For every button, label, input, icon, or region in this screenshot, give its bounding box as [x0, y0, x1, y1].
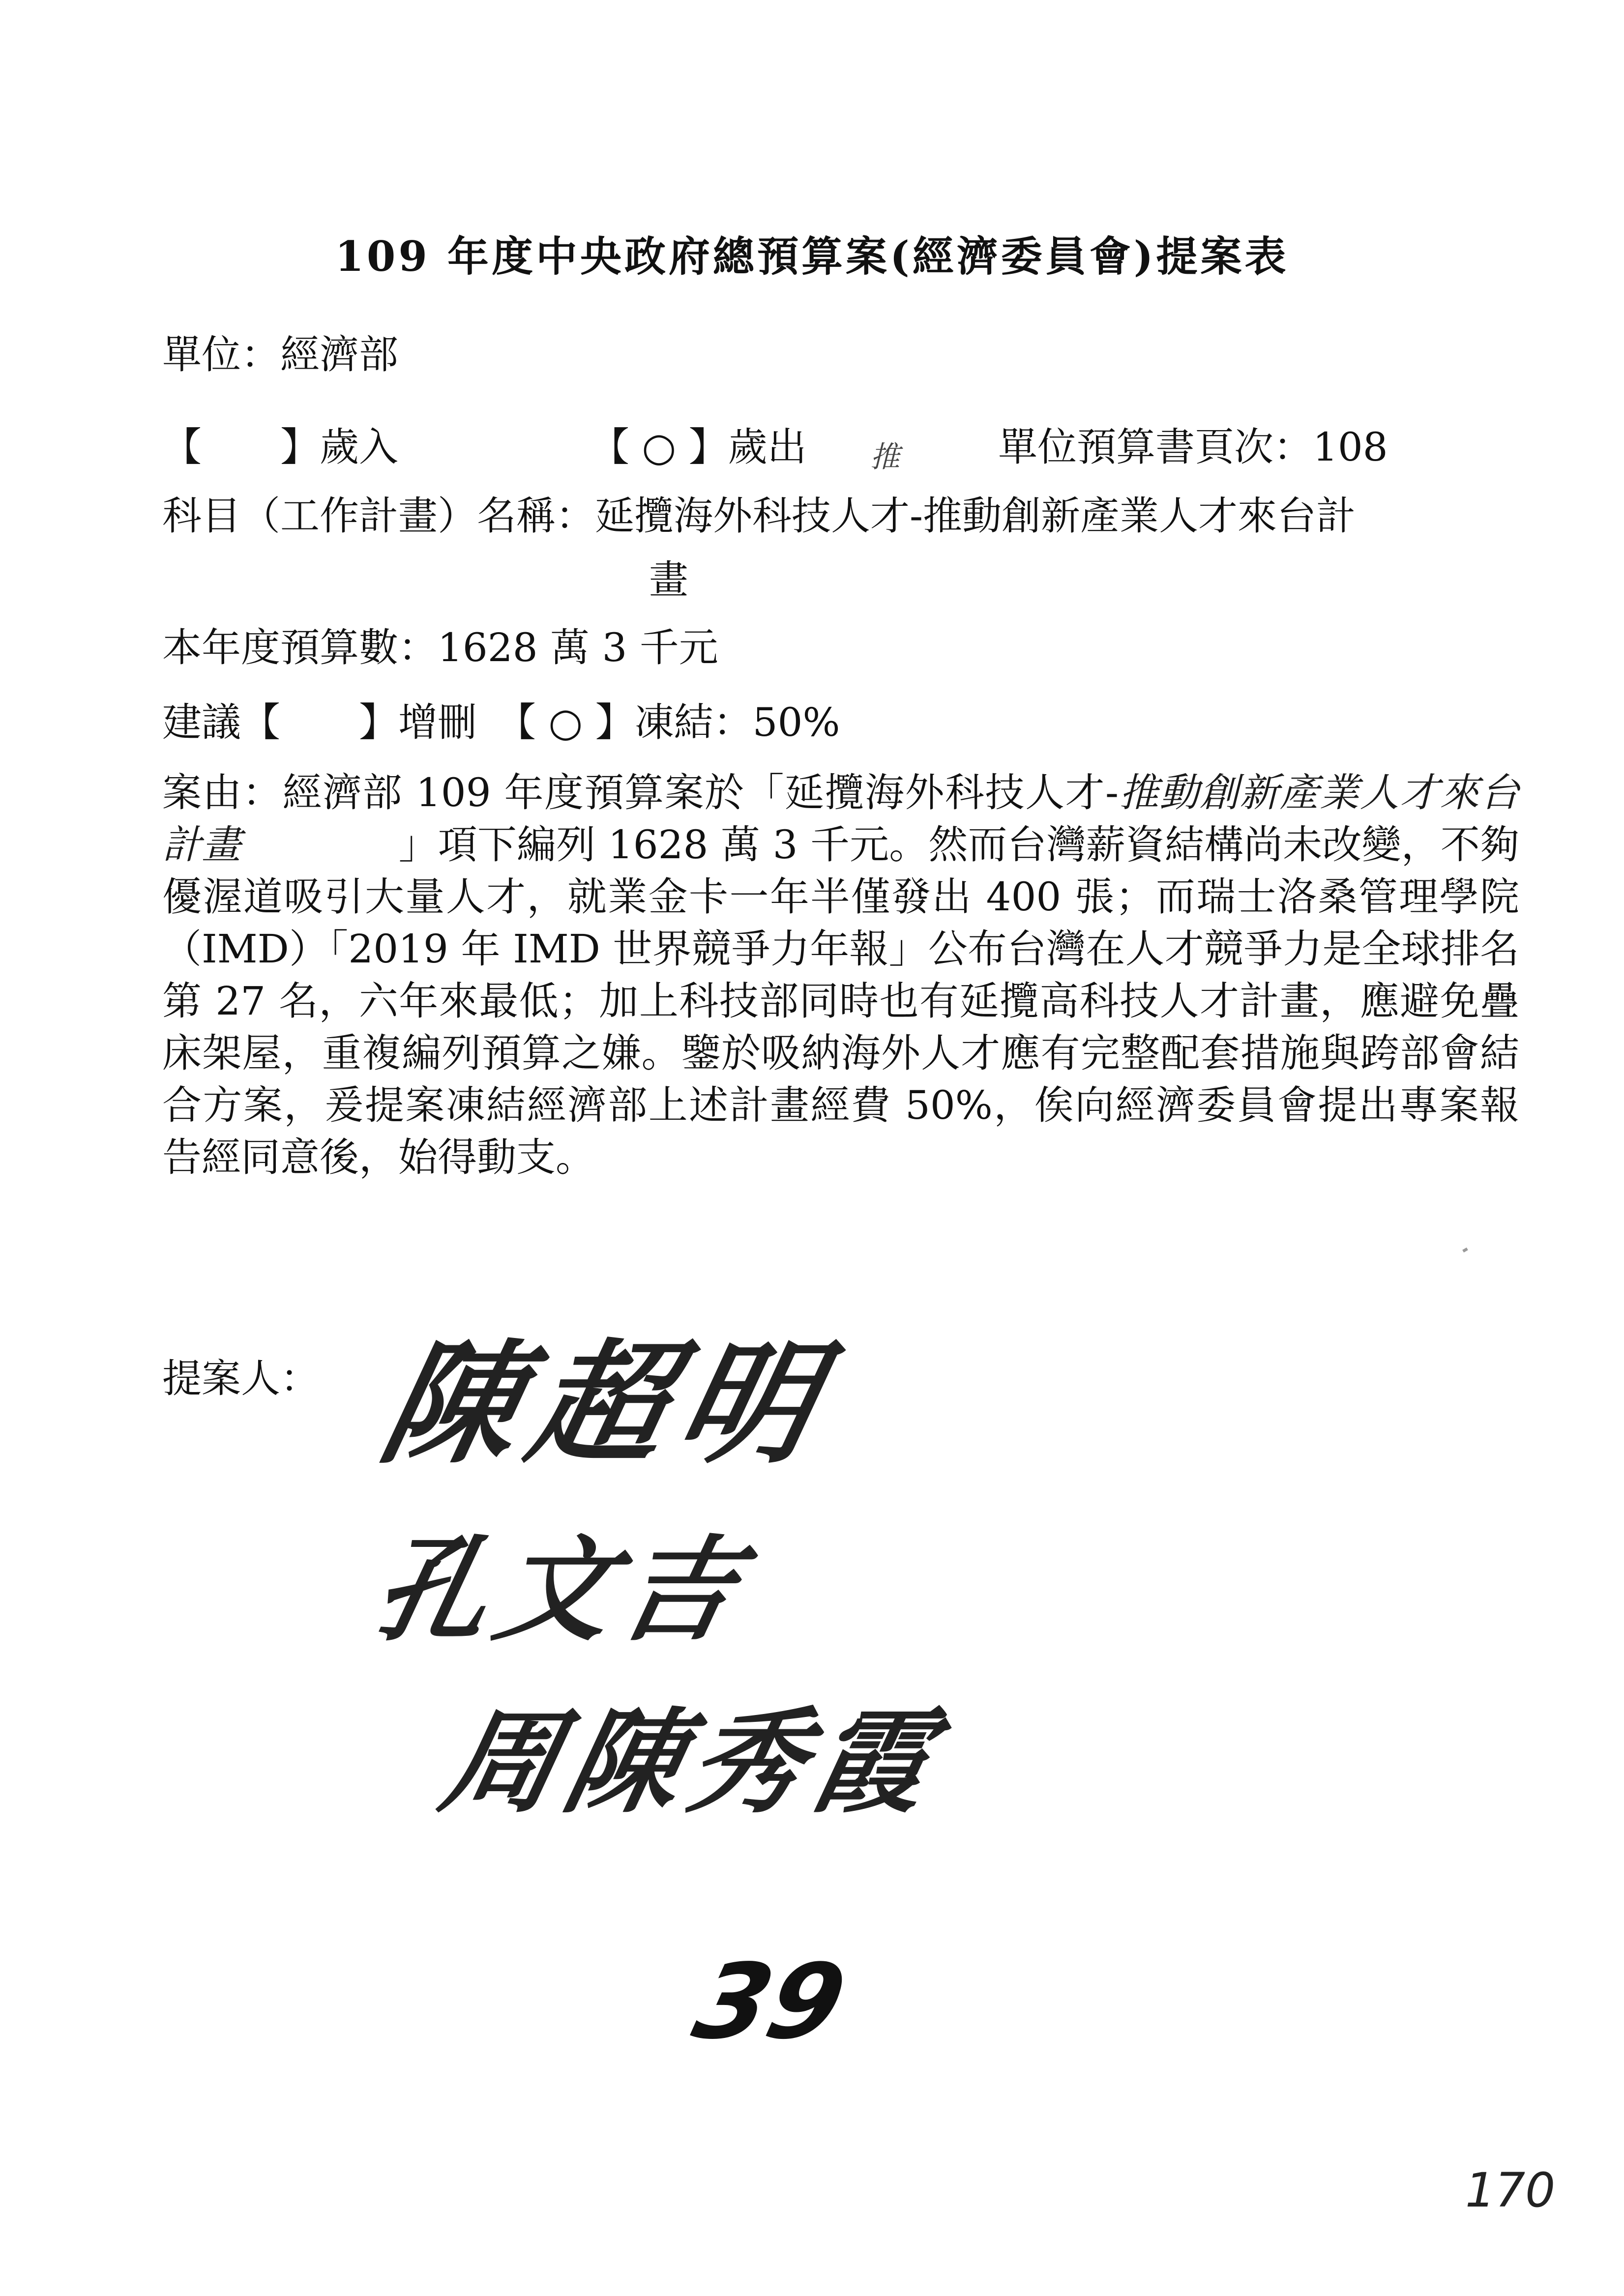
budget-page-reference: 單位預算書頁次：108 — [998, 424, 1388, 470]
handwritten-note: 推 — [870, 440, 900, 474]
expenditure-checkbox-label: 【 ○ 】歲出 — [590, 424, 807, 470]
signature-2: 孔文吉 — [362, 1525, 759, 1657]
subject-name-line-1: 科目（工作計畫）名稱：延攬海外科技人才-推動創新產業人才來台計 — [162, 493, 1356, 539]
document-title: 109 年度中央政府總預算案(經濟委員會)提案表 — [335, 232, 1289, 281]
signature-1: 陳超明 — [369, 1327, 845, 1482]
suggestion-line: 建議【 】增刪 【 ○ 】凍結：50% — [162, 699, 840, 745]
reason-handwritten-plan-name: 推動創新產業人才來台計畫 — [162, 770, 1520, 868]
reason-body: 」項下編列 1628 萬 3 千元。然而台灣薪資結構尚未改變，不夠優渥道吸引大量人才，就業金卡一年半僅發出 400 張；而瑞士洛桑管理學院（IMD）「2019 年 IMD 世界競爭力年報」公布台灣在人才競爭力是全球排名第 27 名，六年來最低；加上科技部同時也有延攬高科技人才計畫，應避免疊床架屋，重複編列預算之嫌。鑒於吸納海外人才應有完整配套措施與跨部會結合方案，爰提案凍結經濟部上述計畫經費 50%，俟向經濟委員會提出專案報告經同意後，始得動支。 — [162, 822, 1519, 1180]
unit-line: 單位：經濟部 — [162, 332, 398, 378]
ink-speck — [1462, 1248, 1468, 1252]
signature-3: 周陳秀霞 — [431, 1697, 951, 1829]
corner-page-number: 170 — [1465, 2163, 1556, 2218]
handwritten-page-number: 39 — [683, 1942, 857, 2062]
subject-name-line-2: 畫 — [649, 557, 688, 603]
proposer-label: 提案人： — [162, 1356, 320, 1401]
budget-amount-line: 本年度預算數：1628 萬 3 千元 — [162, 625, 718, 670]
reason-prefix: 案由：經濟部 109 年度預算案於「延攬海外科技人才- — [162, 770, 1119, 815]
case-reason-paragraph — [162, 767, 1519, 1184]
revenue-checkbox-label: 【 】歲入 — [162, 424, 398, 470]
